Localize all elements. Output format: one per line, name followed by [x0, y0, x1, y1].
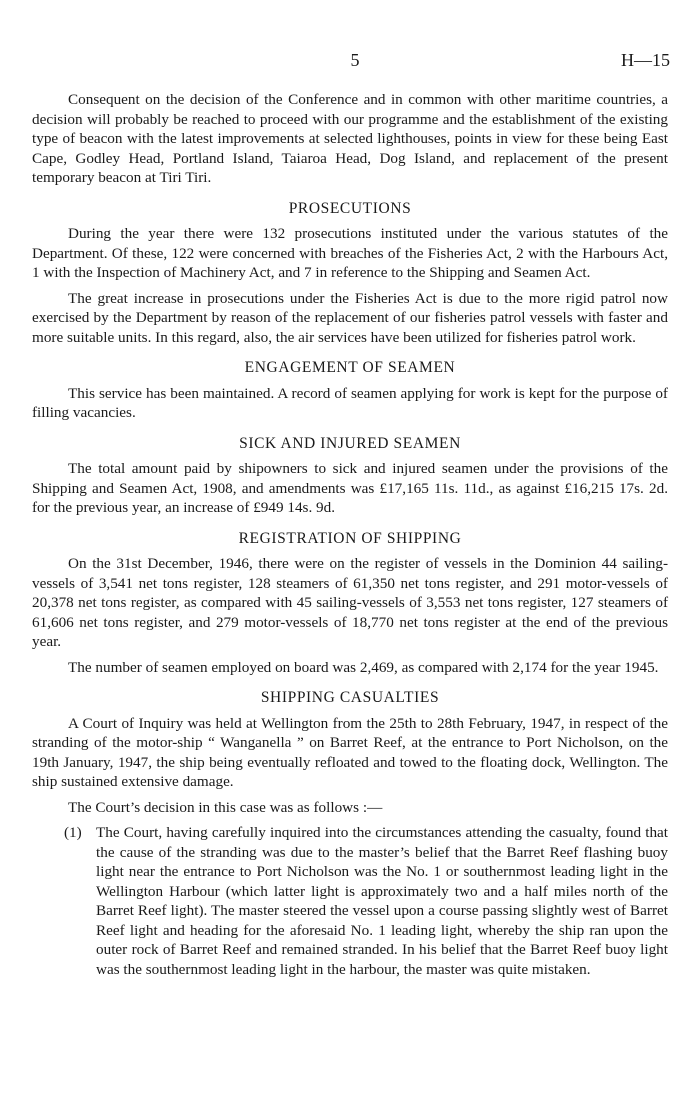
casualties-paragraph-1: A Court of Inquiry was held at Wellington from the 25th to 28th February, 1947, in respect of the stranding of the motor-ship “ Wanganella ” on Barret Reef, at the entrance to Port Nicholson, on the 19th January, 1947, the ship being eventually refloated and towed to the floating dock, Wellington. The ship sustained extensive damage. — [32, 714, 668, 790]
document-reference: H—15 — [621, 50, 670, 70]
registration-paragraph-2: The number of seamen employed on board was 2,469, as compared with 2,174 for the year 1945. — [68, 658, 659, 676]
court-finding-item — [32, 823, 668, 979]
prosecutions-paragraph-1: During the year there were 132 prosecutions instituted under the various statutes of the Department. Of these, 122 were concerned with breaches of the Fisheries Act, 2 with the Harbours Act, 1 with the Inspection of Machinery Act, and 7 in reference to the Shipping and Seamen Act. — [32, 225, 668, 281]
registration-paragraph-1: On the 31st December, 1946, there were on the register of vessels in the Dominion 44 sailing-vessels of 3,541 net tons register, 128 steamers of 61,350 net tons register, and 291 motor-vessels of 20,378 net tons register, as compared with 45 sailing-vessels of 3,553 net tons register, 127 steamers of 61,606 net tons register, and 279 motor-vessels of 18,770 net tons register at the end of the previous year. — [32, 555, 668, 650]
page-body — [32, 90, 668, 979]
engagement-heading: ENGAGEMENT OF SEAMEN — [244, 359, 456, 376]
court-finding-text: The Court, having carefully inquired into the circumstances attending the casualty, found that the cause of the stranding was due to the master’s belief that the Barret Reef flashing buoy light near the entrance to Port Nicholson was the No. 1 or southernmost leading light in the Wellington Harbour (which latter light is approximately two and a half miles north of the Barret Reef light). The master steered the vessel upon a course passing slightly west of Barret Reef light and heading for the aforesaid No. 1 leading light, whereby the ship ran upon the outer rock of Barret Reef and remained stranded. In his belief that the Barret Reef buoy light was the southernmost leading light in the harbour, the master was quite mistaken. — [96, 824, 668, 978]
court-finding-number: (1) — [64, 824, 82, 841]
sick-injured-paragraph: The total amount paid by shipowners to sick and injured seamen under the provisions of the Shipping and Seamen Act, 1908, and amendments was £17,165 11s. 11d., as against £16,215 17s. 2d. for the previous year, an increase of £949 14s. 9d. — [32, 460, 668, 516]
prosecutions-paragraph-2: The great increase in prosecutions under the Fisheries Act is due to the more rigid patrol now exercised by the Department by reason of the replacement of our fisheries patrol vessels with faster and more suitable units. In this regard, also, the air services have been utilized for fisheries patrol work. — [32, 289, 668, 346]
page-number: 5 — [350, 50, 360, 70]
casualties-paragraph-2: The Court’s decision in this case was as follows :— — [68, 798, 383, 816]
sick-injured-heading: SICK AND INJURED SEAMEN — [239, 434, 461, 452]
intro-paragraph: Consequent on the decision of the Conference and in common with other maritime countries, a decision will probably be reached to proceed with our programme and the establishment of the existing type of beacon with the latest improvements at selected lighthouses, points in view for these being East Cape, Godley Head, Portland Island, Taiaroa Head, Dog Island, and replacement of the present temporary beacon at Tiri Tiri. — [32, 91, 668, 186]
engagement-paragraph: This service has been maintained. A record of seamen applying for work is kept for the purpose of filling vacancies. — [32, 384, 668, 421]
prosecutions-heading: PROSECUTIONS — [288, 199, 412, 217]
casualties-heading: SHIPPING CASUALTIES — [260, 689, 440, 706]
registration-heading: REGISTRATION OF SHIPPING — [238, 529, 462, 547]
